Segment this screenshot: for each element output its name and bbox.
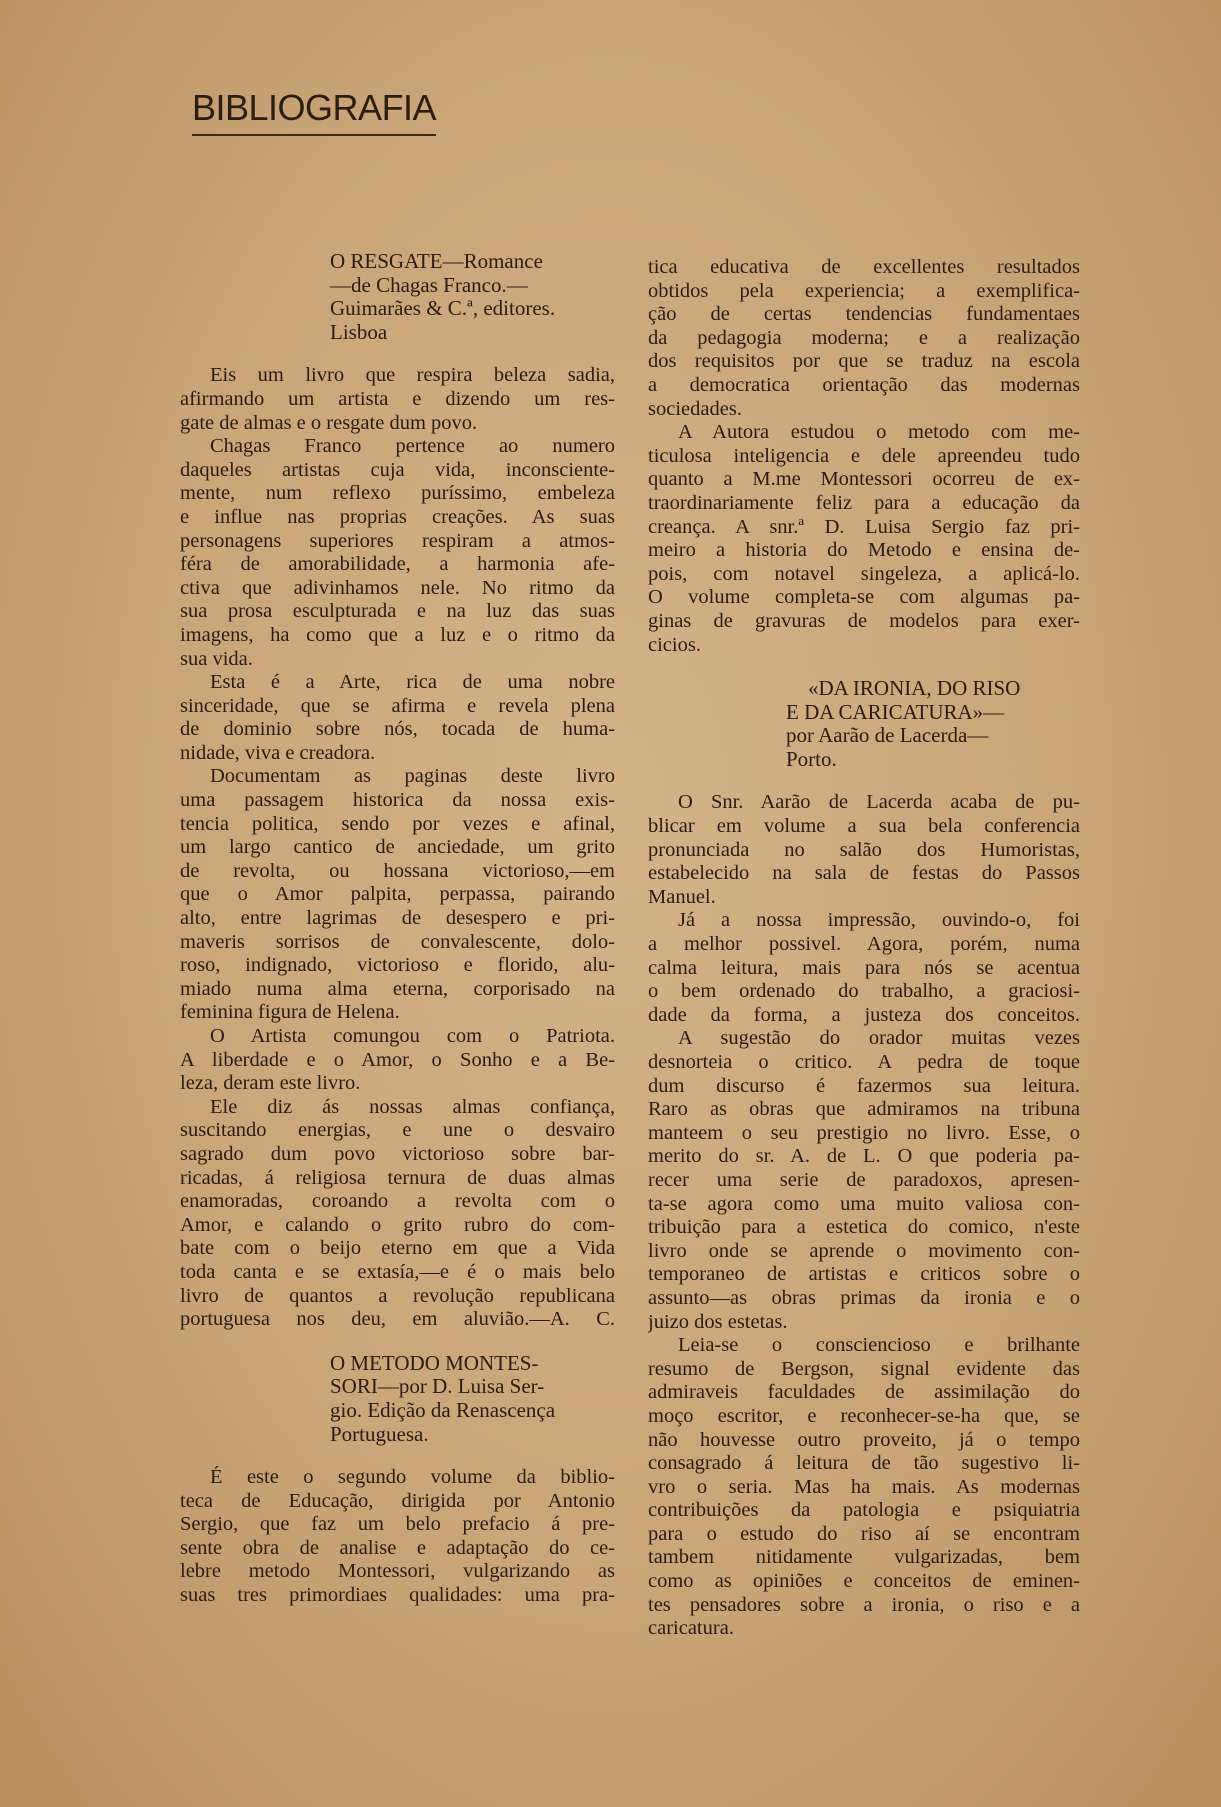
text-line: de revolta, ou hossana victorioso,—em xyxy=(180,859,615,882)
heading-line: Lisboa xyxy=(330,320,388,344)
text-line: ção de certas tendencias fundamentaes xyxy=(648,303,1080,326)
text-line: admiraveis faculdades de assimilação do xyxy=(648,1381,1080,1404)
text-line: pronunciada no salão dos Humoristas, xyxy=(648,838,1080,861)
text-line: sua vida. xyxy=(180,647,253,670)
text-line: afirmando um artista e dizendo um res- xyxy=(180,387,615,410)
heading-line: —de Chagas Franco.— xyxy=(330,273,528,297)
text-line: desnorteia o critico. A pedra de toque xyxy=(648,1051,1080,1073)
text-line: É este o segundo volume da biblio- xyxy=(210,1466,615,1489)
review-metodo-body-right xyxy=(648,256,1080,657)
heading-line: por Aarão de Lacerda— xyxy=(786,724,989,748)
text-line: roso, indignado, victorioso e florido, alu- xyxy=(180,954,615,977)
text-line: o bem ordenado do trabalho, a graciosi- xyxy=(648,980,1080,1003)
heading-line: O METODO MONTES- xyxy=(330,1351,539,1375)
text-line: traordinariamente feliz para a educação da xyxy=(648,491,1080,514)
text-line: Manuel. xyxy=(648,885,716,908)
review-metodo-heading xyxy=(180,1352,615,1446)
text-line: alto, entre lagrimas de desespero e pri- xyxy=(180,907,615,930)
text-line: Documentam as paginas deste livro xyxy=(210,765,615,788)
text-line: miado numa alma eterna, corporisado na xyxy=(180,977,615,1000)
text-line: feminina figura de Helena. xyxy=(180,1001,400,1024)
text-line: dum discurso é fazermos sua leitura. xyxy=(648,1074,1080,1097)
text-line: sente obra de analise e adaptação do ce- xyxy=(180,1536,615,1559)
text-line: consagrado á leitura de tão sugestivo li- xyxy=(648,1452,1080,1475)
text-line: personagens superiores respiram a atmos- xyxy=(180,529,615,552)
text-line: A sugestão do orador muitas vezes xyxy=(678,1027,1080,1050)
text-line: O volume completa-se com algumas pa- xyxy=(648,586,1080,609)
text-line: a democratica orientação das modernas xyxy=(648,373,1080,396)
text-line: ticulosa inteligencia e dele apreendeu tudo xyxy=(648,444,1080,467)
text-line: creança. A snr.ª D. Luisa Sergio faz pri- xyxy=(648,515,1080,538)
heading-line: Porto. xyxy=(786,747,837,771)
text-line: pois, com notavel singeleza, a aplicá-lo. xyxy=(648,562,1080,585)
text-line: ctiva que adivinhamos nele. No ritmo da xyxy=(180,576,615,599)
text-line: livro de quantos a revolução republicana xyxy=(180,1284,615,1307)
text-line: Chagas Franco pertence ao numero xyxy=(210,435,615,458)
text-line: enamoradas, coroando a revolta com o xyxy=(180,1190,615,1213)
text-line: Leia-se o consciencioso e brilhante xyxy=(678,1334,1080,1357)
text-line: Raro as obras que admiramos na tribuna xyxy=(648,1098,1080,1121)
text-line: um largo cantico de anciedade, um grito xyxy=(180,836,615,859)
text-line: sua prosa esculpturada e na luz das suas xyxy=(180,600,615,623)
text-line: teca de Educação, dirigida por Antonio xyxy=(180,1489,615,1512)
text-line: tambem nitidamente vulgarizadas, bem xyxy=(648,1546,1080,1569)
text-line: tica educativa de excellentes resultados xyxy=(648,256,1080,278)
text-line: vro o seria. Mas ha mais. As modernas xyxy=(648,1475,1080,1498)
text-line: O Artista comungou com o Patriota. xyxy=(210,1025,615,1047)
text-line: e influe nas proprias creações. As suas xyxy=(180,505,615,528)
text-line: maveris sorrisos de convalescente, dolo- xyxy=(180,930,615,953)
right-column xyxy=(648,256,1080,1641)
heading-line: O RESGATE—Romance xyxy=(330,250,543,273)
text-line: temporaneo de artistas e criticos sobre o xyxy=(648,1263,1080,1286)
left-column xyxy=(180,250,615,1608)
text-line: resumo de Bergson, signal evidente das xyxy=(648,1357,1080,1380)
text-line: manteem o seu prestigio no livro. Esse, o xyxy=(648,1121,1080,1144)
text-line: meiro a historia do Metodo e ensina de- xyxy=(648,539,1080,562)
text-line: estabelecido na sala de festas do Passos xyxy=(648,862,1080,885)
heading-line: Guimarães & C.ª, editores. xyxy=(330,297,556,321)
heading-line: «DA IRONIA, DO RISO xyxy=(808,677,1021,701)
text-line: sinceridade, que se afirma e revela plena xyxy=(180,694,615,717)
text-line: Já a nossa impressão, ouvindo-o, foi xyxy=(678,909,1080,932)
text-line: Esta é a Arte, rica de uma nobre xyxy=(210,671,615,694)
text-line: contribuições da patologia e psiquiatria xyxy=(648,1499,1080,1522)
heading-line: Portuguesa. xyxy=(330,1422,429,1446)
text-line: lebre metodo Montessori, vulgarizando as xyxy=(180,1560,615,1583)
text-line: A Autora estudou o metodo com me- xyxy=(678,421,1080,444)
text-line: mente, num reflexo puríssimo, embeleza xyxy=(180,482,615,505)
text-line: ta-se agora como uma muito valiosa con- xyxy=(648,1192,1080,1215)
text-line: de dominio sobre nós, tocada de huma- xyxy=(180,718,615,741)
text-line: obtidos pela experiencia; a exemplifica- xyxy=(648,279,1080,302)
text-line: leza, deram este livro. xyxy=(180,1072,361,1095)
text-line: A liberdade e o Amor, o Sonho e a Be- xyxy=(180,1048,615,1071)
text-line: sociedades. xyxy=(648,397,742,420)
text-line: Sergio, que faz um belo prefacio á pre- xyxy=(180,1513,615,1536)
text-line: merito do sr. A. de L. O que poderia pa- xyxy=(648,1145,1080,1168)
text-line: para o estudo do riso aí se encontram xyxy=(648,1522,1080,1545)
text-line: quanto a M.me Montessori ocorreu de ex- xyxy=(648,468,1080,491)
text-line: juizo dos estetas. xyxy=(648,1310,788,1333)
text-line: tribuição para a estetica do comico, n'este xyxy=(648,1216,1080,1239)
text-line: portuguesa nos deu, em aluvião.—A. C. xyxy=(180,1308,615,1331)
text-line: O Snr. Aarão de Lacerda acaba de pu- xyxy=(678,791,1080,814)
review-resgate-body xyxy=(180,364,615,1331)
text-line: assunto—as obras primas da ironia e o xyxy=(648,1286,1080,1309)
text-line: a melhor possivel. Agora, porém, numa xyxy=(648,933,1080,956)
text-line: bate com o beijo eterno em que a Vida xyxy=(180,1237,615,1260)
text-line: féra de amorabilidade, a harmonia afe- xyxy=(180,553,615,576)
text-line: livro onde se aprende o movimento con- xyxy=(648,1239,1080,1262)
text-line: que o Amor palpita, perpassa, pairando xyxy=(180,883,615,906)
review-metodo-body-left xyxy=(180,1466,615,1608)
text-line: nidade, viva e creadora. xyxy=(180,741,376,764)
text-line: Ele diz ás nossas almas confiança, xyxy=(210,1095,615,1118)
review-ironia-body xyxy=(648,791,1080,1640)
text-line: uma passagem historica da nossa exis- xyxy=(180,789,615,812)
text-line: imagens, ha como que a luz e o ritmo da xyxy=(180,623,615,646)
text-line: Amor, e calando o grito rubro do com- xyxy=(180,1213,615,1236)
text-line: como as opiniões e conceitos de eminen- xyxy=(648,1570,1080,1593)
text-line: sagrado dum povo victorioso sobre bar- xyxy=(180,1142,615,1165)
text-line: recer uma serie de paradoxos, apresen- xyxy=(648,1168,1080,1191)
review-resgate-heading xyxy=(180,250,615,344)
heading-line: gio. Edição da Renascença xyxy=(330,1398,556,1422)
text-line: ricadas, á religiosa ternura de duas almas xyxy=(180,1166,615,1189)
text-line: gate de almas e o resgate dum povo. xyxy=(180,411,478,434)
text-line: da pedagogia moderna; e a realização xyxy=(648,326,1080,349)
text-line: caricatura. xyxy=(648,1617,734,1640)
text-line: dade da forma, a justeza dos conceitos. xyxy=(648,1003,1080,1026)
text-line: moço escritor, e reconhecer-se-ha que, se xyxy=(648,1404,1080,1427)
text-line: blicar em volume a sua bela conferencia xyxy=(648,815,1080,838)
heading-line: E DA CARICATURA»— xyxy=(786,700,1005,724)
text-line: tes pensadores sobre a ironia, o riso e a xyxy=(648,1593,1080,1616)
text-line: ginas de gravuras de modelos para exer- xyxy=(648,609,1080,632)
text-line: calma leitura, mais para nós se acentua xyxy=(648,956,1080,979)
text-line: suscitando energias, e une o desvairo xyxy=(180,1119,615,1142)
text-line: Eis um livro que respira beleza sadia, xyxy=(210,364,615,387)
text-line: cicios. xyxy=(648,633,701,656)
text-line: toda canta e se extasía,—e é o mais belo xyxy=(180,1260,615,1283)
heading-line: SORI—por D. Luisa Ser- xyxy=(330,1375,545,1399)
text-line: daqueles artistas cuja vida, inconsciente- xyxy=(180,458,615,481)
text-line: suas tres primordiaes qualidades: uma pra- xyxy=(180,1584,615,1607)
review-ironia-heading xyxy=(648,677,1080,771)
text-line: não houvesse outro proveito, já o tempo xyxy=(648,1428,1080,1451)
page-title: BIBLIOGRAFIA xyxy=(192,88,436,136)
text-line: dos requisitos por que se traduz na escola xyxy=(648,350,1080,373)
text-line: tencia politica, sendo por vezes e afinal, xyxy=(180,812,615,835)
